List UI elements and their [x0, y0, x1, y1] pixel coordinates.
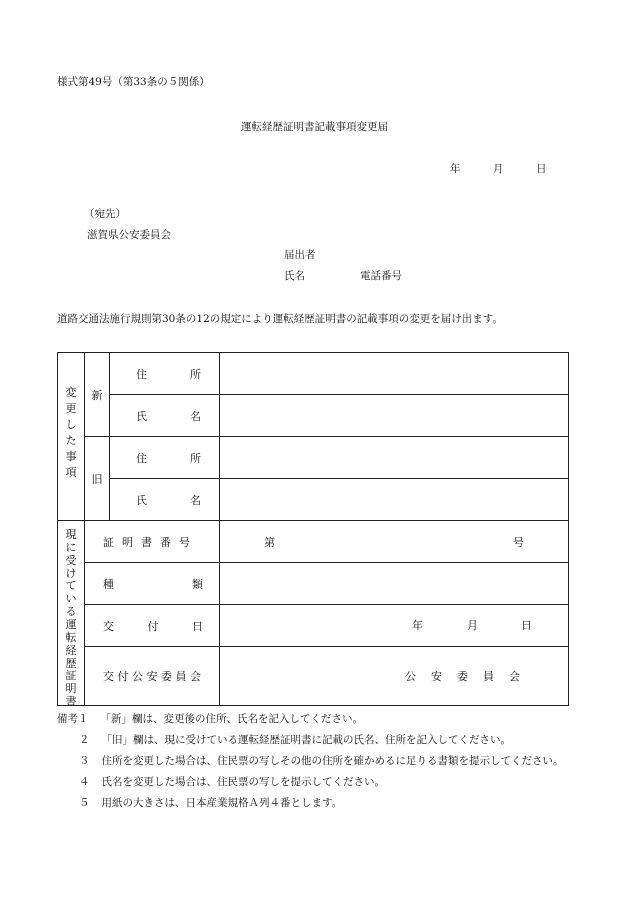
changed-items-section: [58, 353, 85, 521]
note-2: ２ 「旧」欄は、現に受けている運転経歴証明書に記載の氏名、住所を記入してください。: [79, 734, 511, 746]
date-day: 日: [536, 163, 547, 175]
old-address-label: 住 所: [110, 437, 220, 479]
changed-items-label: 変 更 し た 事 項: [65, 386, 77, 479]
old-name-field[interactable]: [220, 479, 569, 521]
type-label: 種 類: [85, 563, 220, 605]
new-name-label: 氏 名: [110, 395, 220, 437]
current-certificate-section: [58, 521, 85, 709]
new-name-field[interactable]: [220, 395, 569, 437]
intro-text: 道路交通法施行規則第30条の12の規定により運転経歴証明書の記載事項の変更を届け出ます。: [57, 313, 503, 325]
page-title: 運転経歴証明書記載事項変更届: [241, 121, 388, 133]
issue-date-label: 交 付 日: [85, 605, 220, 647]
note-3: ３ 住所を変更した場合は、住民票の写しその他の住所を確かめるに足りる書類を提示してください。: [79, 755, 564, 767]
date-month: 月: [493, 163, 504, 175]
recipient-label: （宛先）: [84, 208, 126, 220]
issue-day: 日: [521, 619, 532, 632]
type-field[interactable]: [220, 563, 569, 605]
cert-number-suffix: 号: [513, 535, 524, 549]
issue-year: 年: [412, 619, 423, 632]
note-1: 備考１ 「新」欄は、変更後の住所、氏名を記入してください。: [57, 713, 363, 725]
new-address-field[interactable]: [220, 353, 569, 395]
applicant-phone-label: 電話番号: [360, 270, 402, 282]
applicant-name-label: 氏名: [284, 270, 305, 282]
old-name-label: 氏 名: [110, 479, 220, 521]
note-5: ５ 用紙の大きさは、日本産業規格Ａ列４番とします。: [79, 797, 343, 809]
cert-number-prefix: 第: [264, 535, 275, 549]
applicant-label: 届出者: [284, 249, 316, 261]
recipient-name: 滋賀県公安委員会: [87, 229, 171, 241]
issuer-label: 交付公安委員会: [85, 647, 220, 706]
old-address-field[interactable]: [220, 437, 569, 479]
note-4: ４ 氏名を変更した場合は、住民票の写しを提示してください。: [79, 776, 385, 788]
cert-number-label: 証明書番号: [85, 521, 220, 563]
issuer-field[interactable]: [220, 647, 569, 706]
old-label: 旧: [85, 437, 110, 521]
issue-date-field[interactable]: [220, 605, 569, 647]
cert-number-field[interactable]: [220, 521, 569, 563]
date-year: 年: [450, 163, 461, 175]
form-number: 様式第49号（第33条の５関係）: [57, 76, 210, 88]
new-address-label: 住 所: [110, 353, 220, 395]
issue-month: 月: [467, 619, 478, 632]
change-form-table: [57, 352, 569, 709]
issuer-value: 公安委員会: [405, 670, 535, 683]
current-certificate-label: 現 に 受 け て い る 運 転 経 歴 証 明 書: [65, 528, 77, 709]
new-label: 新: [85, 353, 110, 437]
